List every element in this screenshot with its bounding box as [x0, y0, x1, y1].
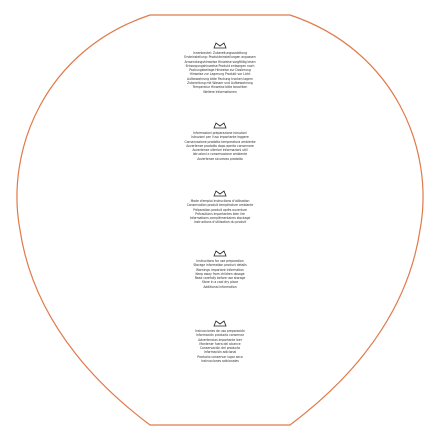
section-line: Hinweise zur Lagerung Produkt vor Licht: [189, 72, 251, 77]
section-line: Warnings important information: [196, 267, 244, 272]
crown-logo-icon: [213, 190, 227, 197]
section-line: Avvertenze sicurezza prodotto: [197, 156, 243, 161]
section-line: Conservazione prodotto temperatura ambiente: [184, 139, 256, 144]
section-line: Weitere Informationen: [203, 89, 237, 94]
section-line: Mode d'emploi instructions d'utilisation: [190, 199, 250, 203]
section-line: Zubereitung mit Wasser und Aufbewahrung: [187, 81, 253, 86]
section-line: Istruzioni e conservazione ambiente: [192, 152, 248, 157]
section-line: Información producto conservar: [196, 333, 244, 338]
section-line: Précautions importantes bien lire: [195, 211, 245, 216]
label-section-es: [0, 320, 440, 363]
section-line: Informazioni preparazione istruzioni: [193, 131, 247, 135]
section-line: Temperatur Hinweise bitte beachten: [192, 85, 248, 90]
section-line: Instructions d'utilisation du produit: [193, 220, 247, 225]
section-line: Avvertenze prodotto dopo aperto conservare: [186, 143, 254, 148]
crown-logo-icon: [213, 320, 227, 327]
section-line: Instrucciones de uso preparación: [195, 329, 245, 333]
section-line: Advertencias importante leer: [198, 337, 242, 342]
label-section-en: [0, 250, 440, 289]
section-line: Informations complémentaires stockage: [189, 216, 251, 221]
crown-logo-icon: [213, 42, 227, 49]
section-line: Conservación del producto: [199, 346, 241, 351]
crown-logo-icon: [213, 250, 227, 257]
section-line: Additional information: [203, 284, 237, 289]
section-line: Packungsbeilage Hinweise zur Dosierung: [189, 68, 251, 73]
section-line: Entsorgungshinweise Produkt entsorgen nach: [185, 63, 255, 68]
section-line: Innenbeutel: Zubereitungsanleitung: [192, 51, 248, 55]
label-section-de: [0, 42, 440, 94]
section-line: Mantener fuera del alcance: [199, 341, 241, 346]
crown-logo-icon: [213, 122, 227, 129]
section-line: Instrucciones adicionales: [201, 359, 239, 364]
section-line: Read carefully before use storage: [194, 276, 246, 281]
section-line: Producto conservar lugar seco: [197, 354, 243, 359]
section-line: Keep away from children dosage: [195, 271, 245, 276]
section-line: Ersteinstellung: Produkteinstellungen anpassen: [184, 55, 256, 60]
section-line: Store in a cool dry place: [201, 280, 239, 285]
section-line: Información adicional: [203, 350, 237, 355]
label-section-it: [0, 122, 440, 161]
section-line: Anwendungshinweise Hinweise sorgfältig lesen: [184, 59, 256, 64]
section-line: Conservation produit température ambiante: [186, 203, 254, 208]
section-line: Aufbewahrung bitte Packung trocken lagern: [187, 76, 253, 81]
section-line: Storage information product details: [193, 263, 247, 268]
section-line: Préparation produit après ouverture: [193, 207, 247, 212]
label-section-fr: [0, 190, 440, 225]
section-line: Instructions for use preparation: [196, 259, 244, 263]
section-line: Istruzioni per l'uso importante leggere: [191, 135, 249, 140]
section-line: Avvertenze ulteriori informazioni utili: [192, 148, 248, 153]
